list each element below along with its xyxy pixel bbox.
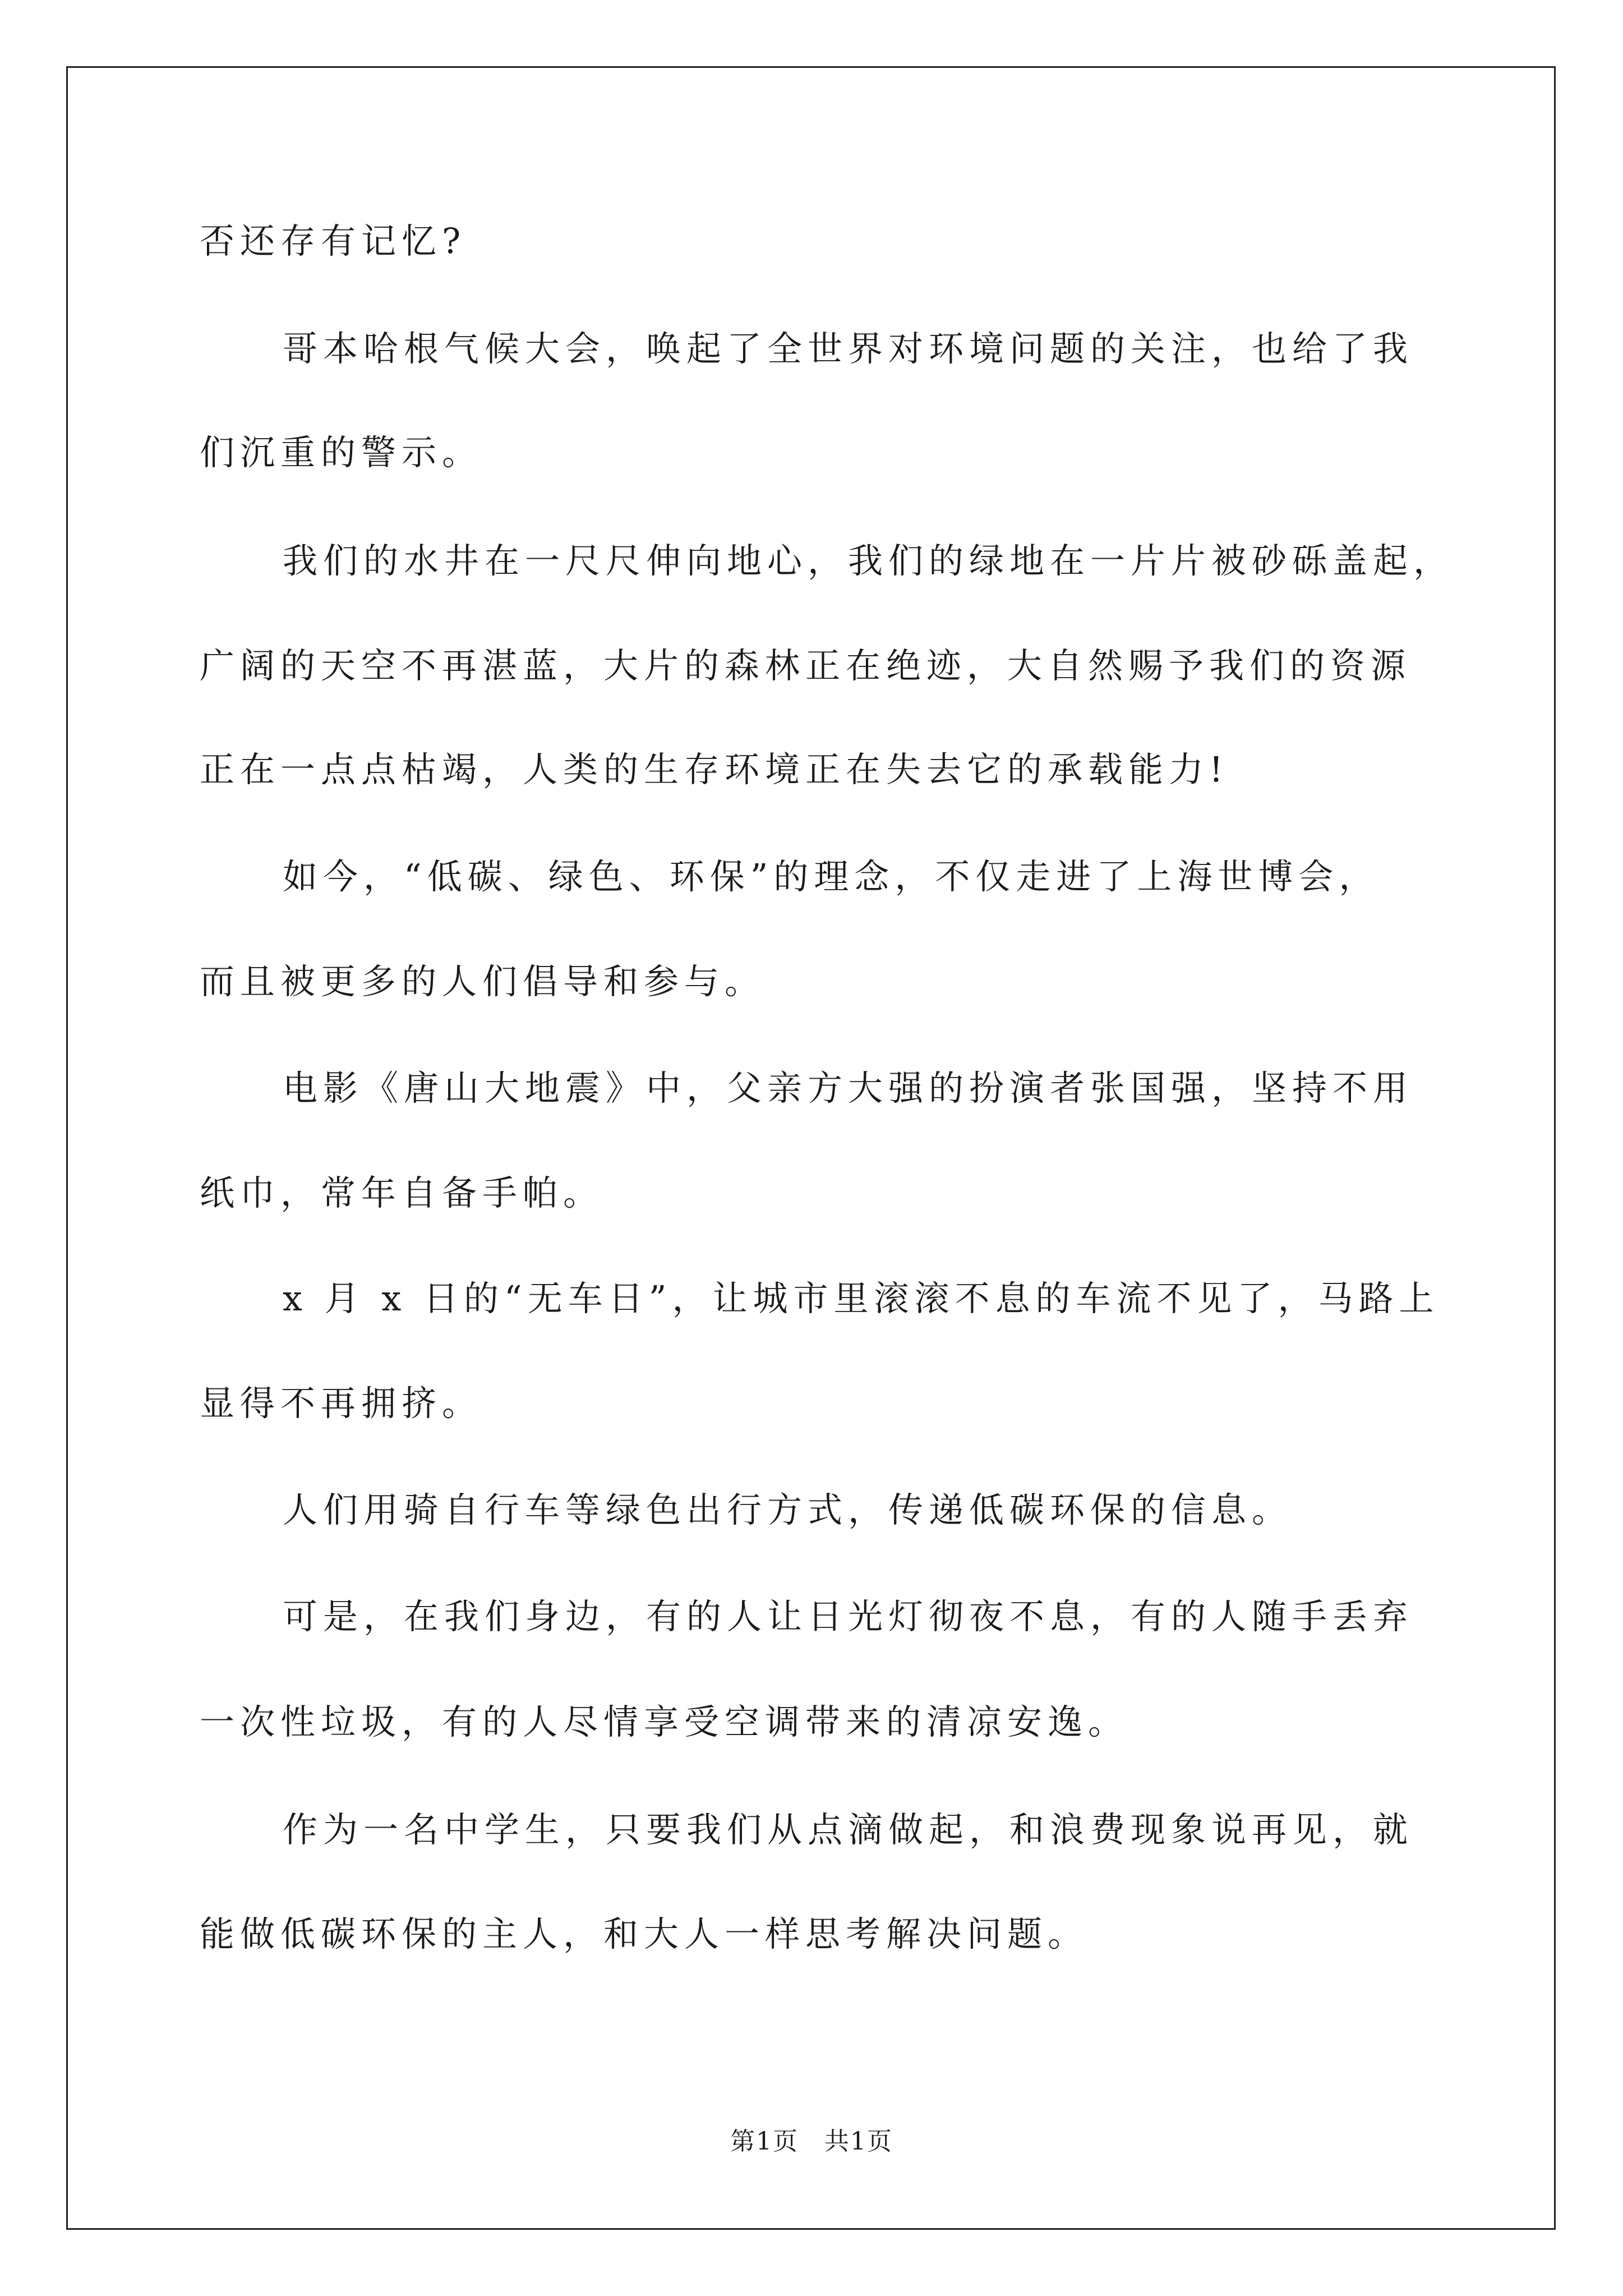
- text-line: 哥本哈根气候大会，唤起了全世界对环境问题的关注，也给了我: [283, 328, 1414, 369]
- text-line: 可是，在我们身边，有的人让日光灯彻夜不息，有的人随手丢弃: [283, 1596, 1414, 1637]
- text-line: 显得不再拥挤。: [200, 1383, 483, 1424]
- text-line: 而且被更多的人们倡导和参与。: [200, 961, 766, 1002]
- text-line: x 月 x 日的“无车日”，让城市里滚滚不息的车流不见了，马路上: [283, 1278, 1440, 1319]
- text-line: 能做低碳环保的主人，和大人一样思考解决问题。: [200, 1913, 1089, 1954]
- text-line: 电影《唐山大地震》中，父亲方大强的扮演者张国强，坚持不用: [283, 1068, 1414, 1108]
- text-line: 们沉重的警示。: [200, 432, 483, 473]
- page-footer: 第1页 共1页: [730, 2127, 893, 2156]
- text-line: 纸巾，常年自备手帕。: [200, 1172, 604, 1213]
- text-line: 如今，“低碳、绿色、环保”的理念，不仅走进了上海世博会，: [283, 856, 1380, 897]
- text-line: 正在一点点枯竭，人类的生存环境正在失去它的承载能力!: [200, 749, 1229, 790]
- text-line: 人们用骑自行车等绿色出行方式，传递低碳环保的信息。: [283, 1489, 1293, 1530]
- text-line: 广阔的天空不再湛蓝，大片的森林正在绝迹，大自然赐予我们的资源: [200, 645, 1412, 686]
- text-line: 作为一名中学生，只要我们从点滴做起，和浪费现象说再见，就: [283, 1809, 1414, 1850]
- text-line: 我们的水井在一尺尺伸向地心，我们的绿地在一片片被砂砾盖起，: [283, 540, 1454, 581]
- text-line: 一次性垃圾，有的人尽情享受空调带来的清凉安逸。: [200, 1701, 1129, 1742]
- text-line: 否还存有记忆?: [200, 220, 467, 261]
